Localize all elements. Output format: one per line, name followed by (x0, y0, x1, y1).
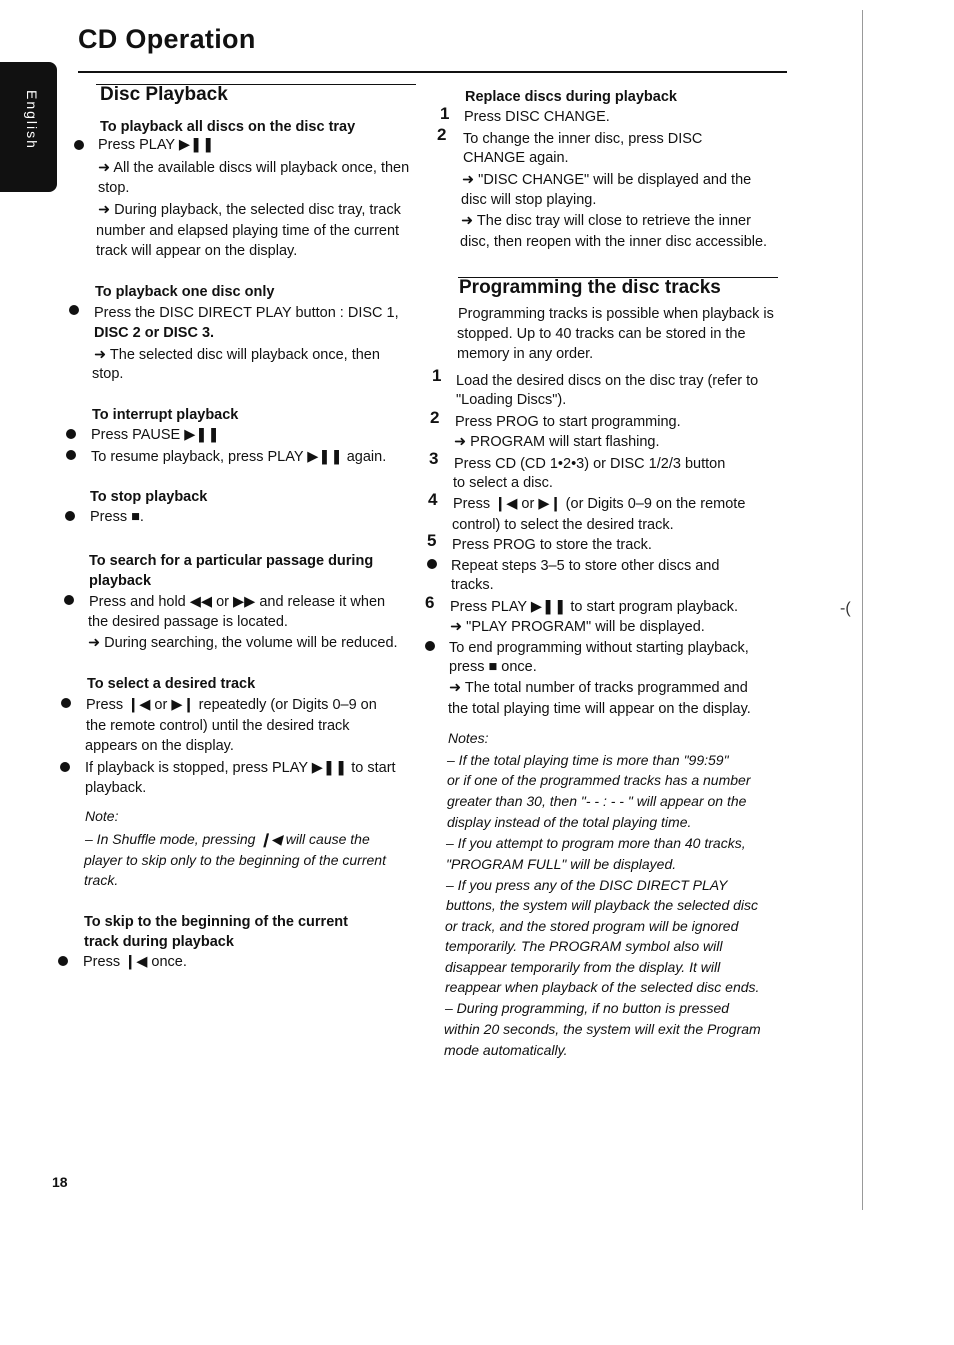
note-line: track. (84, 872, 119, 888)
bullet-icon (65, 511, 75, 521)
text-line: stopped. Up to 40 tracks can be stored in the (457, 326, 746, 342)
note-line: – In Shuffle mode, pressing ❙◀ will cause the (85, 831, 370, 847)
text-line: the desired passage is located. (88, 614, 288, 630)
text-line: Press CD (CD 1•2•3) or DISC 1/2/3 button (454, 456, 726, 472)
text-line: Press the DISC DIRECT PLAY button : DISC 1, (94, 305, 399, 321)
text-line: Press and hold ◀◀ or ▶▶ and release it when (89, 594, 386, 610)
bullet-icon (58, 956, 68, 966)
note-line: reappear when playback of the selected disc ends. (445, 979, 760, 995)
note-line: player to skip only to the beginning of the current (84, 852, 386, 868)
note-label: Note: (85, 808, 119, 824)
text-line: ➜ PROGRAM will start flashing. (454, 434, 660, 450)
text-line: ➜ The selected disc will playback once, then (94, 347, 380, 363)
section-title-programming: Programming the disc tracks (459, 277, 721, 298)
note-line: or track, and the stored program will be ignored (445, 918, 739, 934)
page-title: CD Operation (78, 24, 256, 54)
note-line: temporarily. The PROGRAM symbol also will (445, 938, 723, 954)
text-line: Programming tracks is possible when playback is (458, 306, 774, 322)
text-line: Press ❙◀ once. (83, 954, 187, 970)
text-line: ➜ During searching, the volume will be reduced. (88, 635, 398, 651)
step-number: 2 (430, 408, 440, 427)
text-line: track will appear on the display. (96, 243, 298, 259)
text-line: Press ❙◀ or ▶❙ (or Digits 0–9 on the remote (453, 496, 746, 512)
step-number: 4 (428, 490, 438, 509)
text-line: Press PLAY ▶❚❚ (98, 137, 215, 153)
step-number: 6 (425, 593, 435, 612)
heading-stop: To stop playback (90, 489, 208, 505)
step-number: 5 (427, 531, 437, 550)
text-line: Repeat steps 3–5 to store other discs and (451, 558, 720, 574)
step-number: 1 (440, 104, 450, 123)
note-line: – If you attempt to program more than 40 tracks, (446, 835, 746, 851)
text-line: ➜ "DISC CHANGE" will be displayed and the (462, 172, 752, 188)
heading-replace: Replace discs during playback (465, 89, 677, 105)
text-line: Press PROG to store the track. (452, 537, 652, 553)
text-line: ➜ The total number of tracks programmed and (449, 680, 748, 696)
text-line: DISC 2 or DISC 3. (94, 325, 215, 341)
text-line: ➜ During playback, the selected disc tray, track (98, 202, 401, 218)
text-line: ➜ "PLAY PROGRAM" will be displayed. (450, 619, 705, 635)
section-title-disc-playback: Disc Playback (100, 84, 228, 105)
text-line: Press PAUSE ▶❚❚ (91, 427, 220, 443)
binding-mark-icon: -( (840, 600, 851, 617)
bullet-icon (69, 305, 79, 315)
page-number: 18 (52, 1174, 68, 1190)
text-line: To resume playback, press PLAY ▶❚❚ again. (91, 449, 387, 465)
text-line: Press DISC CHANGE. (464, 109, 610, 125)
heading-interrupt: To interrupt playback (92, 407, 239, 423)
text-line: the total playing time will appear on the display. (448, 701, 751, 717)
step-number: 1 (432, 366, 442, 385)
text-line: To change the inner disc, press DISC (463, 131, 703, 147)
text-line: disc, then reopen with the inner disc accessible. (460, 234, 768, 250)
text-line: If playback is stopped, press PLAY ▶❚❚ to start (85, 760, 396, 776)
text-line: Press ❙◀ or ▶❙ repeatedly (or Digits 0–9 on (86, 697, 377, 713)
text-line: "Loading Discs"). (456, 392, 567, 408)
note-line: or if one of the programmed tracks has a number (447, 772, 751, 788)
heading-skip: To skip to the beginning of the current (84, 914, 348, 930)
note-line: – If you press any of the DISC DIRECT PLAY (446, 877, 728, 893)
bullet-icon (427, 559, 437, 569)
text-line: to select a disc. (453, 475, 553, 491)
note-line: greater than 30, then "- - : - - " will appear on the (447, 793, 747, 809)
scan-edge-line (862, 10, 863, 1210)
text-line: stop. (92, 366, 124, 382)
text-line: press ■ once. (449, 659, 537, 675)
bullet-icon (64, 595, 74, 605)
note-line: – During programming, if no button is pressed (445, 1000, 730, 1016)
bullet-icon (61, 698, 71, 708)
text-line: number and elapsed playing time of the current (96, 223, 400, 239)
heading-all-discs: To playback all discs on the disc tray (100, 119, 356, 135)
text-line: appears on the display. (85, 738, 234, 754)
text-line: Press PLAY ▶❚❚ to start program playback. (450, 599, 738, 615)
text-line: disc will stop playing. (461, 192, 597, 208)
text-line: ➜ The disc tray will close to retrieve the inner (461, 213, 751, 229)
note-line: buttons, the system will playback the selected disc (446, 897, 759, 913)
text-line: memory in any order. (457, 346, 594, 362)
heading-select: To select a desired track (87, 676, 256, 692)
note-line: "PROGRAM FULL" will be displayed. (446, 856, 677, 872)
text-line: playback. (85, 780, 147, 796)
text-line: Press ■. (90, 509, 144, 525)
note-line: mode automatically. (444, 1042, 568, 1058)
heading-search-cont: playback (89, 573, 152, 589)
bullet-icon (60, 762, 70, 772)
text-line: stop. (98, 180, 130, 196)
bullet-icon (74, 140, 84, 150)
text-line: Press PROG to start programming. (455, 414, 681, 430)
text-line: Load the desired discs on the disc tray (refer to (456, 373, 759, 389)
note-line: – If the total playing time is more than "99:59" (447, 752, 729, 768)
step-number: 3 (429, 449, 439, 468)
language-tab-label: English (24, 90, 40, 150)
text-line: the remote control) until the desired track (86, 718, 350, 734)
heading-skip-cont: track during playback (84, 934, 234, 950)
text-line: CHANGE again. (463, 150, 569, 166)
step-number: 2 (437, 125, 447, 144)
text-line: To end programming without starting playback, (449, 640, 749, 656)
bullet-icon (66, 450, 76, 460)
bullet-icon (66, 429, 76, 439)
text-line: tracks. (451, 577, 494, 593)
note-line: display instead of the total playing time. (447, 814, 692, 830)
title-rule (78, 71, 787, 73)
heading-one-disc: To playback one disc only (95, 284, 275, 300)
text-line: control) to select the desired track. (452, 517, 674, 533)
heading-search: To search for a particular passage during (89, 553, 374, 569)
note-line: within 20 seconds, the system will exit the Program (444, 1021, 761, 1037)
bullet-icon (425, 641, 435, 651)
text-line: ➜ All the available discs will playback once, then (98, 160, 410, 176)
notes-label: Notes: (448, 730, 489, 746)
note-line: disappear temporarily from the display. It will (445, 959, 721, 975)
